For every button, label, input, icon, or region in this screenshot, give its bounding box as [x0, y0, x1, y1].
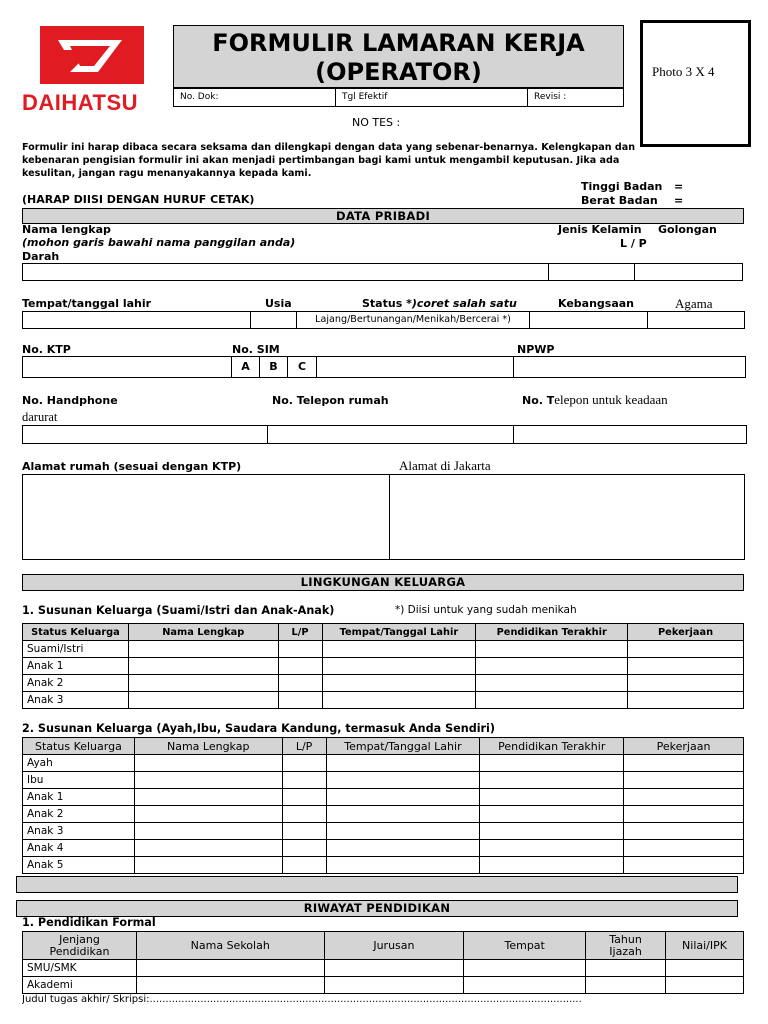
row-label: Ayah — [23, 755, 135, 772]
section-lingkungan-keluarga: LINGKUNGAN KELUARGA — [22, 574, 744, 591]
harap-cetak: (HARAP DIISI DENGAN HURUF CETAK) — [22, 193, 255, 206]
no-tes: NO TES : — [352, 116, 401, 129]
cell[interactable] — [480, 823, 624, 840]
usia-label: Usia — [265, 297, 292, 310]
no-telp-rumah-label: No. Telepon rumah — [272, 394, 389, 407]
row-label: Ibu — [23, 772, 135, 789]
cell[interactable] — [476, 658, 628, 675]
no-telp-darurat-label — [522, 392, 668, 408]
susunan1-title: 1. Susunan Keluarga (Suami/Istri dan Anak-Anak) — [22, 604, 335, 617]
row-label: Anak 3 — [23, 692, 129, 709]
cell[interactable] — [480, 840, 624, 857]
cell[interactable] — [136, 960, 324, 977]
kebangsaan-field[interactable] — [529, 311, 648, 329]
cell[interactable] — [134, 840, 282, 857]
table-row — [23, 960, 744, 977]
cell[interactable] — [624, 755, 744, 772]
cell[interactable] — [476, 675, 628, 692]
blank-gray-band — [16, 876, 738, 893]
cell[interactable] — [134, 857, 282, 874]
jenis-kelamin-label: Jenis Kelamin — [558, 223, 642, 236]
row-label: Suami/Istri — [23, 641, 129, 658]
cell[interactable] — [322, 675, 476, 692]
status-text: Status — [362, 297, 403, 310]
row-label: Anak 2 — [23, 806, 135, 823]
cell[interactable] — [282, 840, 326, 857]
cell[interactable] — [282, 789, 326, 806]
npwp-label: NPWP — [517, 343, 555, 356]
form-title-box — [173, 25, 624, 88]
table-header-row — [23, 624, 744, 641]
cell[interactable] — [480, 857, 624, 874]
col-lp: L/P — [282, 738, 326, 755]
npwp-field[interactable] — [513, 356, 746, 378]
alamat-jakarta-label: Alamat di Jakarta — [399, 458, 491, 473]
cell[interactable] — [282, 772, 326, 789]
row-label: Anak 1 — [23, 658, 129, 675]
cell[interactable] — [666, 977, 744, 994]
status-note: *)coret salah satu — [406, 297, 517, 310]
cell[interactable] — [128, 675, 278, 692]
cell[interactable] — [282, 755, 326, 772]
cell[interactable] — [278, 675, 322, 692]
col-jurusan: Jurusan — [324, 932, 464, 960]
alamat-rumah-label: Alamat rumah (sesuai dengan KTP) — [22, 460, 242, 473]
row-label: Anak 4 — [23, 840, 135, 857]
cell[interactable] — [476, 692, 628, 709]
nama-lengkap-label: Nama lengkap — [22, 223, 111, 236]
darurat-label: darurat — [22, 410, 58, 424]
cell[interactable] — [282, 823, 326, 840]
table-header-row — [23, 738, 744, 755]
form-title-line1: FORMULIR LAMARAN KERJA — [212, 29, 585, 57]
col-jenjang-pendidikan: Jenjang Pendidikan — [23, 932, 137, 960]
cell[interactable] — [480, 789, 624, 806]
table-row — [23, 755, 744, 772]
cell[interactable] — [464, 960, 586, 977]
logo-text: DAIHATSU — [22, 90, 139, 115]
company-logo — [22, 24, 162, 120]
no-sim-label: No. SIM — [232, 343, 280, 356]
table-row — [23, 675, 744, 692]
alamat-rumah-field[interactable] — [22, 474, 390, 560]
cell[interactable] — [624, 789, 744, 806]
golongan-darah-field[interactable] — [634, 263, 743, 281]
no-telp-darurat-field[interactable] — [513, 425, 747, 444]
cell[interactable] — [326, 857, 480, 874]
cell[interactable] — [128, 692, 278, 709]
cell[interactable] — [322, 641, 476, 658]
tempat-lahir-label: Tempat/tanggal lahir — [22, 297, 152, 310]
darah-label: Darah — [22, 250, 60, 263]
status-label — [362, 297, 517, 310]
table-row — [23, 857, 744, 874]
cell[interactable] — [480, 806, 624, 823]
no-hp-field[interactable] — [22, 425, 268, 444]
sim-b-label: B — [269, 360, 278, 373]
cell[interactable] — [278, 658, 322, 675]
no-ktp-label: No. KTP — [22, 343, 71, 356]
col-nama-sekolah: Nama Sekolah — [136, 932, 324, 960]
sim-c-box[interactable] — [287, 356, 317, 378]
no-hp-label: No. Handphone — [22, 394, 118, 407]
col-nilai-ipk: Nilai/IPK — [666, 932, 744, 960]
cell[interactable] — [628, 641, 744, 658]
section-riwayat-pendidikan: RIWAYAT PENDIDIKAN — [16, 900, 738, 917]
table-row — [23, 641, 744, 658]
col-tempat: Tempat — [464, 932, 586, 960]
no-telp-darurat-suffix: elepon untuk keadaan — [554, 392, 668, 407]
cell[interactable] — [326, 840, 480, 857]
cell[interactable] — [624, 806, 744, 823]
table-row — [23, 977, 744, 994]
photo-label: Photo 3 X 4 — [652, 64, 715, 79]
lp-label: L / P — [620, 237, 647, 250]
cell[interactable] — [134, 806, 282, 823]
no-sim-field[interactable] — [316, 356, 514, 378]
row-label: Anak 2 — [23, 675, 129, 692]
revisi: Revisi : — [534, 92, 567, 102]
berat-badan-eq: = — [674, 194, 684, 207]
daihatsu-logo-mark — [40, 26, 144, 84]
cell[interactable] — [326, 823, 480, 840]
cell[interactable] — [326, 755, 480, 772]
row-label: Anak 1 — [23, 789, 135, 806]
cell[interactable] — [282, 857, 326, 874]
cell[interactable] — [134, 823, 282, 840]
agama-field[interactable] — [647, 311, 745, 329]
table-row — [23, 840, 744, 857]
cell[interactable] — [322, 692, 476, 709]
cell[interactable] — [326, 806, 480, 823]
cell[interactable] — [322, 658, 476, 675]
table-row — [23, 772, 744, 789]
cell[interactable] — [628, 658, 744, 675]
pendidikan-formal-title: 1. Pendidikan Formal — [22, 916, 156, 929]
kebangsaan-label: Kebangsaan — [558, 297, 635, 310]
col-nama-lengkap: Nama Lengkap — [128, 624, 278, 641]
berat-badan-label: Berat Badan — [581, 194, 658, 207]
row-label: Akademi — [23, 977, 137, 994]
nama-lengkap-field[interactable] — [22, 263, 549, 281]
tinggi-badan-eq: = — [674, 180, 684, 193]
col-tempat-tanggal-lahir: Tempat/Tanggal Lahir — [326, 738, 480, 755]
col-status-keluarga: Status Keluarga — [23, 738, 135, 755]
cell[interactable] — [134, 772, 282, 789]
col-nama-lengkap: Nama Lengkap — [134, 738, 282, 755]
col-pendidikan-terakhir: Pendidikan Terakhir — [480, 738, 624, 755]
cell[interactable] — [134, 789, 282, 806]
no-telp-darurat-prefix: No. T — [522, 394, 555, 407]
table-header-row — [23, 932, 744, 960]
tinggi-badan-label: Tinggi Badan — [581, 180, 663, 193]
form-title-line2: (OPERATOR) — [315, 58, 482, 86]
col-lp: L/P — [278, 624, 322, 641]
col-tahun-ijazah: Tahun Ijazah — [586, 932, 666, 960]
table-row — [23, 823, 744, 840]
cell[interactable] — [480, 772, 624, 789]
intro-text: Formulir ini harap dibaca secara seksama dan dilengkapi dengan data yang sebenar-benarnya. Kelengkapan dan kebenaran pengisian formulir ini akan menjadi pertimbangan bagi kami untuk mengambil keputusan. Jika ada kesulitan, jangan ragu menanyakannya kepada kami. — [22, 142, 636, 179]
cell[interactable] — [128, 641, 278, 658]
cell[interactable] — [324, 977, 464, 994]
no-ktp-field[interactable] — [22, 356, 232, 378]
susunan2-title: 2. Susunan Keluarga (Ayah,Ibu, Saudara Kandung, termasuk Anda Sendiri) — [22, 722, 496, 735]
col-status-keluarga: Status Keluarga — [23, 624, 129, 641]
cell[interactable] — [278, 692, 322, 709]
susunan1-table — [22, 623, 744, 709]
table-row — [23, 658, 744, 675]
row-label: SMU/SMK — [23, 960, 137, 977]
col-pendidikan-terakhir: Pendidikan Terakhir — [476, 624, 628, 641]
jenis-kelamin-field[interactable] — [548, 263, 635, 281]
cell[interactable] — [128, 658, 278, 675]
cell[interactable] — [278, 641, 322, 658]
section-data-pribadi: DATA PRIBADI — [22, 208, 744, 224]
cell[interactable] — [586, 977, 666, 994]
sim-a-label: A — [241, 360, 250, 373]
row-label: Anak 5 — [23, 857, 135, 874]
table-row — [23, 692, 744, 709]
cell[interactable] — [666, 960, 744, 977]
cell[interactable] — [134, 755, 282, 772]
cell[interactable] — [624, 840, 744, 857]
sim-a-box[interactable] — [231, 356, 260, 378]
agama-label: Agama — [675, 296, 713, 311]
sim-b-box[interactable] — [259, 356, 288, 378]
doc-meta-row — [173, 88, 624, 107]
usia-field[interactable] — [250, 311, 297, 329]
cell[interactable] — [282, 806, 326, 823]
cell[interactable] — [326, 772, 480, 789]
tempat-lahir-field[interactable] — [22, 311, 251, 329]
cell[interactable] — [480, 755, 624, 772]
cell[interactable] — [624, 857, 744, 874]
col-pekerjaan: Pekerjaan — [624, 738, 744, 755]
cell[interactable] — [324, 960, 464, 977]
pendidikan-table — [22, 931, 744, 994]
alamat-jakarta-field[interactable] — [389, 474, 745, 560]
cell[interactable] — [628, 692, 744, 709]
cell[interactable] — [136, 977, 324, 994]
col-pekerjaan: Pekerjaan — [628, 624, 744, 641]
cell[interactable] — [628, 675, 744, 692]
nama-note: (mohon garis bawahi nama panggilan anda) — [22, 236, 296, 249]
cell[interactable] — [464, 977, 586, 994]
status-options: Lajang/Bertunangan/Menikah/Bercerai *) — [315, 314, 511, 325]
table-row — [23, 789, 744, 806]
judul-tugas-akhir: Judul tugas akhir/ Skripsi:........................................................................................................................................ — [22, 994, 582, 1005]
row-label: Anak 3 — [23, 823, 135, 840]
photo-box — [640, 20, 751, 147]
cell[interactable] — [476, 641, 628, 658]
cell[interactable] — [624, 772, 744, 789]
susunan1-note: *) Diisi untuk yang sudah menikah — [395, 604, 577, 616]
no-telp-rumah-field[interactable] — [267, 425, 514, 444]
status-field[interactable] — [296, 311, 530, 329]
tgl-efektif: Tgl Efektif — [342, 92, 388, 102]
no-dok: No. Dok: — [180, 92, 219, 102]
sim-c-label: C — [297, 360, 307, 373]
susunan2-table — [22, 737, 744, 874]
cell[interactable] — [624, 823, 744, 840]
col-tempat-tanggal-lahir: Tempat/Tanggal Lahir — [322, 624, 476, 641]
table-row — [23, 806, 744, 823]
cell[interactable] — [326, 789, 480, 806]
cell[interactable] — [586, 960, 666, 977]
golongan-label: Golongan — [658, 223, 717, 236]
